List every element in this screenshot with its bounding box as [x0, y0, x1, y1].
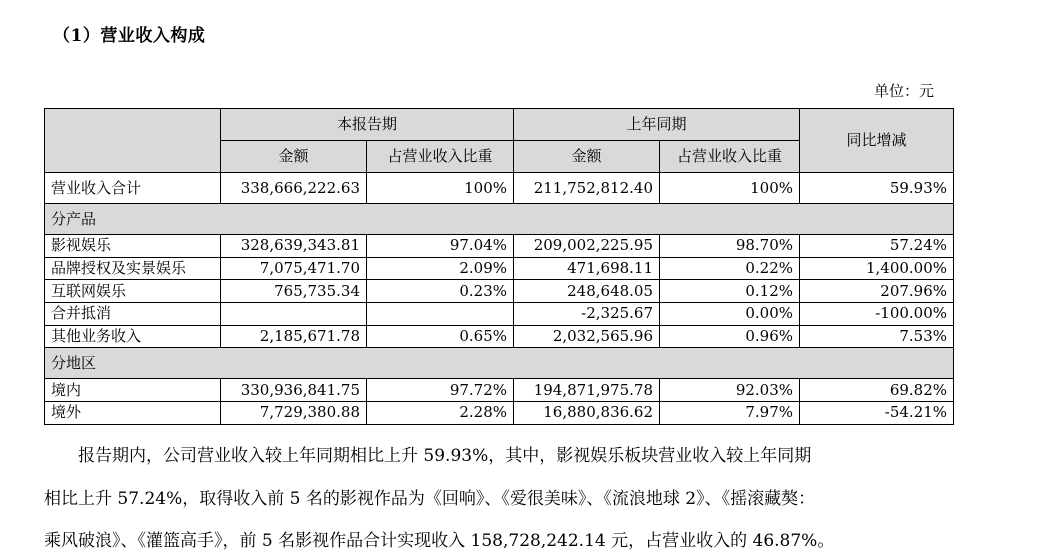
current-share: 97.72% — [367, 379, 514, 402]
header-prior-share: 占营业收入比重 — [660, 141, 800, 173]
current-amount: 330,936,841.75 — [221, 379, 367, 402]
header-yoy-change: 同比增减 — [800, 109, 954, 173]
header-current-period: 本报告期 — [221, 109, 514, 141]
prior-amount: 2,032,565.96 — [514, 325, 660, 348]
table-row — [45, 257, 954, 280]
current-share: 2.28% — [367, 402, 514, 425]
prior-amount: 16,880,836.62 — [514, 402, 660, 425]
current-share: 0.23% — [367, 280, 514, 303]
yoy-change: 7.53% — [800, 325, 954, 348]
prior-share: 0.00% — [660, 303, 800, 326]
paragraph-line-3: 乘风破浪》、《灌篮高手》，前 5 名影视作品合计实现收入 158,728,242.14 元，占营业收入的 46.87%。 — [44, 531, 835, 551]
table-row-total — [45, 173, 954, 204]
current-amount: 338,666,222.63 — [221, 173, 367, 204]
row-label: 境外 — [45, 402, 221, 425]
yoy-change: -54.21% — [800, 402, 954, 425]
paragraph-line-2: 相比上升 57.24%，取得收入前 5 名的影视作品为《回响》、《爱很美味》、《流浪地球 2》、《摇滚藏獒： — [44, 489, 816, 509]
yoy-change: 1,400.00% — [800, 257, 954, 280]
row-label: 其他业务收入 — [45, 325, 221, 348]
prior-share: 0.96% — [660, 325, 800, 348]
section-label-product: 分产品 — [45, 204, 954, 235]
section-row-region — [45, 348, 954, 379]
revenue-composition-table — [44, 108, 954, 425]
table-row — [45, 379, 954, 402]
prior-amount: 248,648.05 — [514, 280, 660, 303]
prior-amount: 209,002,225.95 — [514, 235, 660, 258]
row-label: 互联网娱乐 — [45, 280, 221, 303]
prior-amount: 211,752,812.40 — [514, 173, 660, 204]
header-blank-cell — [45, 109, 221, 173]
current-amount — [221, 303, 367, 326]
prior-share: 7.97% — [660, 402, 800, 425]
section-heading: （1）营业收入构成 — [53, 26, 206, 46]
section-label-region: 分地区 — [45, 348, 954, 379]
yoy-change: 57.24% — [800, 235, 954, 258]
prior-amount: -2,325.67 — [514, 303, 660, 326]
yoy-change: 69.82% — [800, 379, 954, 402]
prior-share: 92.03% — [660, 379, 800, 402]
header-current-share: 占营业收入比重 — [367, 141, 514, 173]
prior-share: 100% — [660, 173, 800, 204]
table-row — [45, 402, 954, 425]
current-amount: 2,185,671.78 — [221, 325, 367, 348]
row-label: 合并抵消 — [45, 303, 221, 326]
row-label: 品牌授权及实景娱乐 — [45, 257, 221, 280]
section-row-product — [45, 204, 954, 235]
current-amount: 765,735.34 — [221, 280, 367, 303]
prior-share: 0.22% — [660, 257, 800, 280]
row-label: 营业收入合计 — [45, 173, 221, 204]
prior-share: 98.70% — [660, 235, 800, 258]
table-row — [45, 280, 954, 303]
current-share — [367, 303, 514, 326]
prior-amount: 194,871,975.78 — [514, 379, 660, 402]
row-label: 影视娱乐 — [45, 235, 221, 258]
current-share: 2.09% — [367, 257, 514, 280]
yoy-change: 207.96% — [800, 280, 954, 303]
table-row — [45, 235, 954, 258]
yoy-change: -100.00% — [800, 303, 954, 326]
table-row — [45, 303, 954, 326]
row-label: 境内 — [45, 379, 221, 402]
prior-amount: 471,698.11 — [514, 257, 660, 280]
header-prior-period: 上年同期 — [514, 109, 800, 141]
current-share: 100% — [367, 173, 514, 204]
current-amount: 328,639,343.81 — [221, 235, 367, 258]
current-share: 0.65% — [367, 325, 514, 348]
current-amount: 7,075,471.70 — [221, 257, 367, 280]
table-row — [45, 325, 954, 348]
current-amount: 7,729,380.88 — [221, 402, 367, 425]
header-current-amount: 金额 — [221, 141, 367, 173]
unit-label: 单位：元 — [873, 82, 934, 100]
prior-share: 0.12% — [660, 280, 800, 303]
header-prior-amount: 金额 — [514, 141, 660, 173]
yoy-change: 59.93% — [800, 173, 954, 204]
paragraph-line-1: 报告期内，公司营业收入较上年同期相比上升 59.93%，其中，影视娱乐板块营业收入较上年同期 — [78, 446, 812, 466]
current-share: 97.04% — [367, 235, 514, 258]
